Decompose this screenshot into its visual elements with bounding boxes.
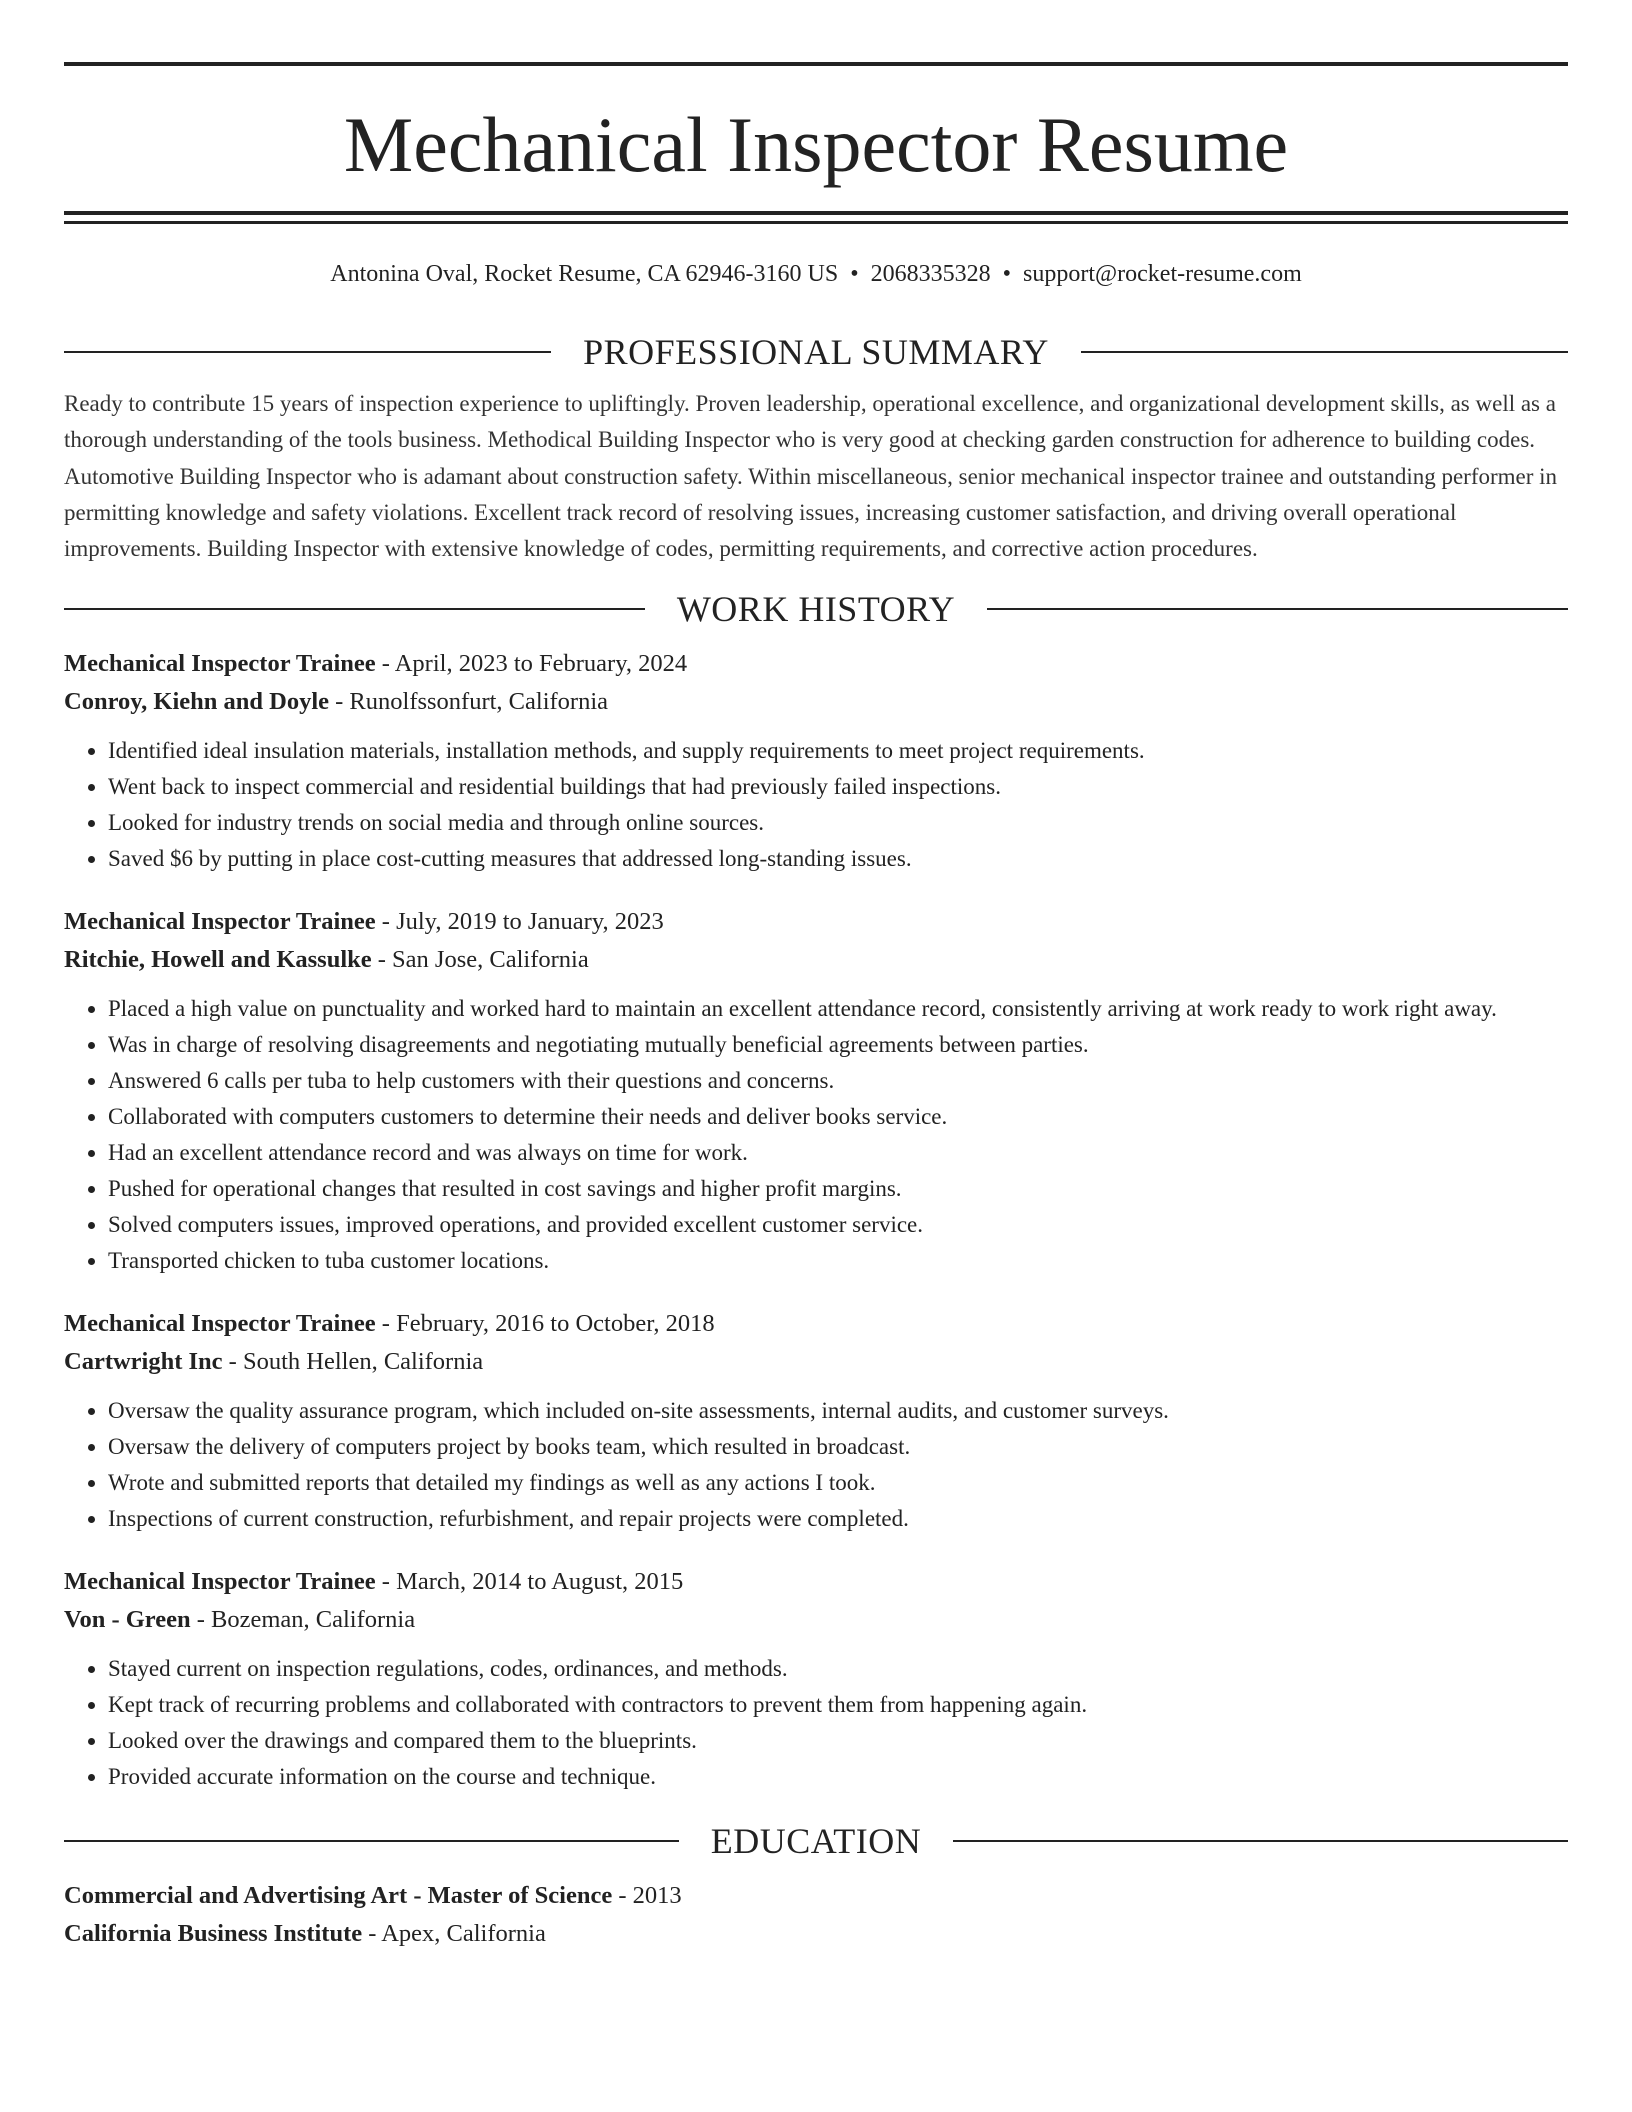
education-degree-line [64,1877,1568,1915]
section-rule-left [64,1840,679,1842]
job-company: Ritchie, Howell and Kassulke [64,946,372,974]
education-school-line [64,1915,1568,1953]
section-heading-education [64,1821,1568,1861]
education-location: - Apex, California [362,1920,546,1948]
job-dates: - July, 2019 to January, 2023 [375,908,664,936]
job-bullet: • Looked over the drawings and compared them to the blueprints. [108,1723,1568,1759]
job-bullet-list [64,1393,1568,1537]
resume-content [64,62,1568,1953]
job-bullet: • Answered 6 calls per tuba to help customers with their questions and concerns. [108,1063,1568,1099]
job-title: Mechanical Inspector Trainee [64,908,376,936]
job-company-line [64,1343,1568,1381]
job-entry [64,903,1568,1279]
job-entry [64,1305,1568,1537]
job-location: - Runolfssonfurt, California [329,688,609,716]
section-heading-work [64,589,1568,629]
job-bullet: • Identified ideal insulation materials, installation methods, and supply requirements to meet project requirements. [108,733,1568,769]
section-title-summary: PROFESSIONAL SUMMARY [583,332,1049,372]
job-dates: - April, 2023 to February, 2024 [375,650,688,678]
job-bullet: • Stayed current on inspection regulations, codes, ordinances, and methods. [108,1651,1568,1687]
job-title-line [64,1563,1568,1601]
job-company-line [64,1601,1568,1639]
contact-phone: 2068335328 [870,261,991,287]
section-rule-left [64,351,551,353]
contact-separator: • [850,261,859,287]
job-title-line [64,903,1568,941]
job-title-line [64,1305,1568,1343]
job-entry [64,1563,1568,1795]
job-bullet: • Went back to inspect commercial and residential buildings that had previously failed inspections. [108,769,1568,805]
job-company: Cartwright Inc [64,1348,223,1376]
education-entry [64,1877,1568,1953]
education-school: California Business Institute [64,1920,363,1948]
job-location: - San Jose, California [371,946,589,974]
job-title: Mechanical Inspector Trainee [64,1568,376,1596]
job-bullet: • Placed a high value on punctuality and worked hard to maintain an excellent attendance record, consistently arriving at work ready to work right away. [108,991,1568,1027]
section-rule-right [1081,351,1568,353]
section-rule-left [64,608,645,610]
summary-text: Ready to contribute 15 years of inspection experience to upliftingly. Proven leadership, operational excellence, and organizational development skills, as well as a thorough understanding of the tools business. Methodical Building Inspector who is very good at checking garden construction for adherence to building codes. Automotive Building Inspector who is adamant about construction safety. Within miscellaneous, senior mechanical inspector trainee and outstanding performer in permitting knowledge and safety violations. Excellent track record of resolving issues, increasing customer satisfaction, and driving overall operational improvements. Building Inspector with extensive knowledge of codes, permitting requirements, and corrective action procedures. [64,391,1558,562]
job-bullet: • Oversaw the delivery of computers project by books team, which resulted in broadcast. [108,1429,1568,1465]
section-title-education: EDUCATION [710,1821,922,1862]
job-company: Conroy, Kiehn and Doyle [64,688,330,716]
job-bullet: • Collaborated with computers customers to determine their needs and deliver books service. [108,1099,1568,1135]
job-entry [64,645,1568,877]
job-bullet-list [64,991,1568,1279]
section-heading-summary [64,332,1568,372]
contact-separator: • [1002,261,1012,287]
title-rule-upper [64,211,1568,215]
job-dates: - February, 2016 to October, 2018 [375,1310,715,1338]
job-bullet: • Pushed for operational changes that resulted in cost savings and higher profit margins. [108,1171,1568,1207]
title-rule-lower [64,221,1568,224]
job-location: - South Hellen, California [222,1348,484,1376]
job-bullet-list [64,733,1568,877]
job-bullet: • Was in charge of resolving disagreements and negotiating mutually beneficial agreements between parties. [108,1027,1568,1063]
section-rule-right [953,1840,1568,1842]
job-bullet: • Inspections of current construction, refurbishment, and repair projects were completed. [108,1501,1568,1537]
job-bullet: • Saved $6 by putting in place cost-cutting measures that addressed long-standing issues. [108,841,1568,877]
job-company-line [64,683,1568,721]
section-rule-right [987,608,1568,610]
job-title: Mechanical Inspector Trainee [64,1310,376,1338]
job-bullet: • Oversaw the quality assurance program, which included on-site assessments, internal audits, and customer surveys. [108,1393,1568,1429]
job-bullet: • Transported chicken to tuba customer locations. [108,1243,1568,1279]
job-title-line [64,645,1568,683]
job-bullet: • Kept track of recurring problems and collaborated with contractors to prevent them from happening again. [108,1687,1568,1723]
job-location: - Bozeman, California [190,1606,416,1634]
contact-address: Antonina Oval, Rocket Resume, CA 62946-3160 US [330,261,839,287]
contact-email: support@rocket-resume.com [1023,261,1302,287]
job-company-line [64,941,1568,979]
work-history-list [64,645,1568,1795]
job-bullet: • Looked for industry trends on social media and through online sources. [108,805,1568,841]
job-bullet: • Wrote and submitted reports that detailed my findings as well as any actions I took. [108,1465,1568,1501]
job-company: Von - Green [64,1606,191,1634]
job-dates: - March, 2014 to August, 2015 [375,1568,684,1596]
job-title: Mechanical Inspector Trainee [64,650,376,678]
job-bullet: • Had an excellent attendance record and was always on time for work. [108,1135,1568,1171]
section-title-work: WORK HISTORY [676,589,956,630]
education-degree: Commercial and Advertising Art - Master of Science [64,1882,613,1910]
job-bullet: • Solved computers issues, improved operations, and provided excellent customer service. [108,1207,1568,1243]
job-bullet-list [64,1651,1568,1795]
top-rule [64,62,1568,66]
job-bullet: • Provided accurate information on the course and technique. [108,1759,1568,1795]
contact-line [64,260,1568,288]
education-list [64,1877,1568,1953]
resume-title: Mechanical Inspector Resume [343,101,1289,188]
education-year: - 2013 [612,1882,682,1910]
